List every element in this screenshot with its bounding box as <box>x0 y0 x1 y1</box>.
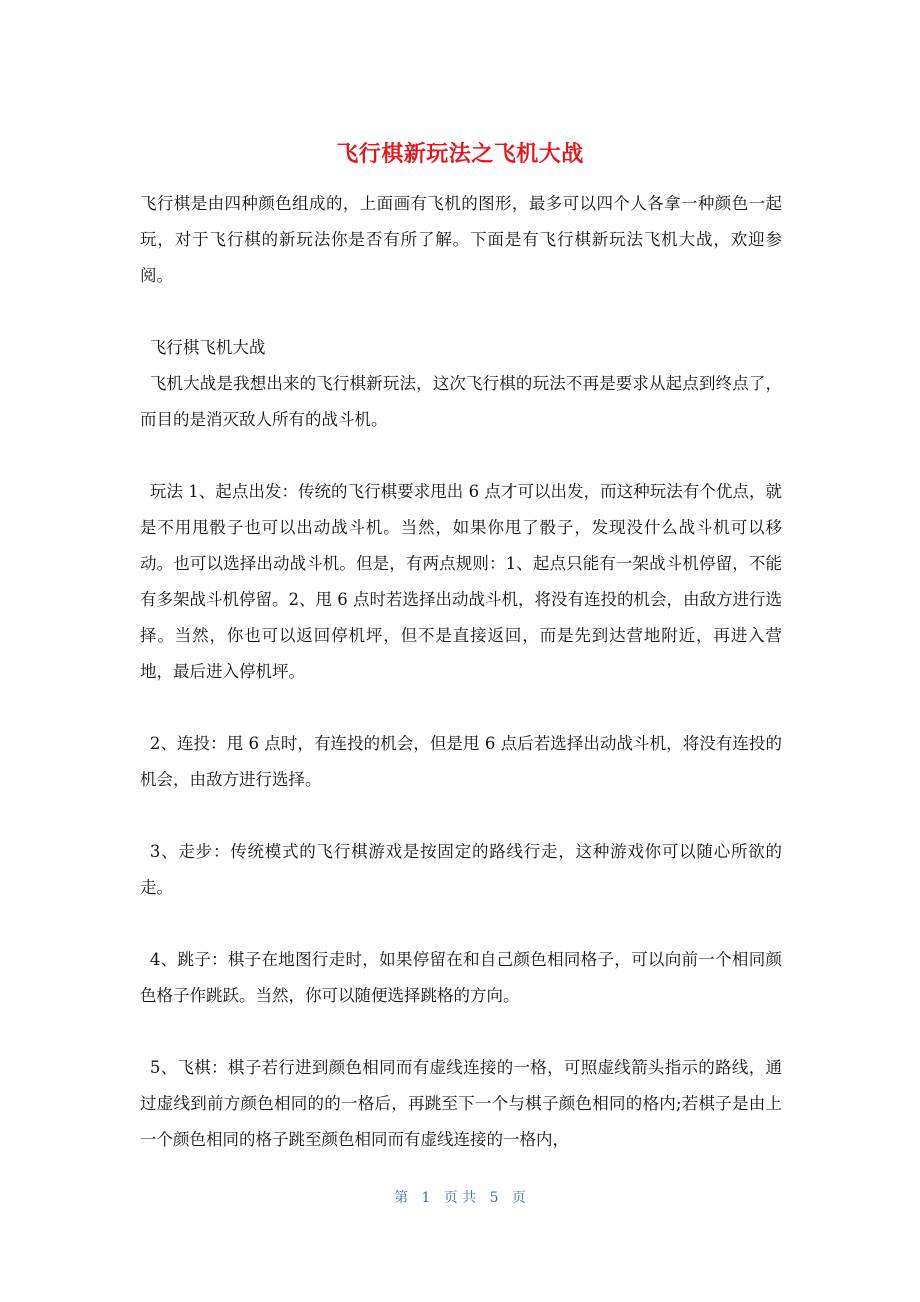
rule-paragraph-2: 2、连投：甩 6 点时，有连投的机会，但是甩 6 点后若选择出动战斗机，将没有连投的机会，由敌方进行选择。 <box>140 734 782 789</box>
paragraph-spacer <box>140 690 782 726</box>
rule-paragraph-5: 5、飞棋：棋子若行进到颜色相同而有虚线连接的一格，可照虚线箭头指示的路线，通过虚线到前方颜色相同的的一格后，再跳至下一个与棋子颜色相同的格内;若棋子是由上一个颜色相同的格子跳至颜色相同而有虚线连接的一格内， <box>140 1058 782 1149</box>
rule-paragraph-1: 玩法 1、起点出发：传统的飞行棋要求甩出 6 点才可以出发，而这种玩法有个优点，就是不用甩骰子也可以出动战斗机。当然，如果你甩了骰子，发现没什么战斗机可以移动。也可以选择出动战斗机。但是，有两点规则：1、起点只能有一架战斗机停留，不能有多架战斗机停留。2、甩 6 点时若选择出动战斗机，将没有连投的机会，由敌方进行选择。当然，你也可以返回停机坪，但不是直接返回，而是先到达营地附近，再进入营地，最后进入停机坪。 <box>140 482 782 681</box>
paragraph-spacer <box>140 906 782 942</box>
paragraph-spacer <box>140 798 782 834</box>
paragraph-spacer <box>140 294 782 330</box>
rule-paragraph-3: 3、走步：传统模式的飞行棋游戏是按固定的路线行走，这种游戏你可以随心所欲的走。 <box>140 842 782 897</box>
rule-paragraph-4: 4、跳子：棋子在地图行走时，如果停留在和自己颜色相同格子，可以向前一个相同颜色格子作跳跃。当然，你可以随便选择跳格的方向。 <box>140 950 782 1005</box>
total-page-count: 5 <box>489 1190 499 1206</box>
current-page-number: 1 <box>421 1190 431 1206</box>
section-heading: 飞行棋飞机大战 <box>149 338 266 357</box>
footer-middle: 页 共 <box>443 1190 477 1206</box>
document-title: 飞行棋新玩法之飞机大战 <box>336 142 584 167</box>
page-footer <box>0 1187 920 1209</box>
paragraph-spacer <box>140 1014 782 1050</box>
paragraph-spacer <box>140 438 782 474</box>
footer-prefix: 第 <box>394 1190 409 1206</box>
concept-paragraph: 飞机大战是我想出来的飞行棋新玩法，这次飞行棋的玩法不再是要求从起点到终点了，而目的是消灭敌人所有的战斗机。 <box>140 374 782 429</box>
intro-paragraph: 飞行棋是由四种颜色组成的，上面画有飞机的图形，最多可以四个人各拿一种颜色一起玩，对于飞行棋的新玩法你是否有所了解。下面是有飞行棋新玩法飞机大战，欢迎参阅。 <box>140 194 782 285</box>
footer-suffix: 页 <box>511 1190 526 1206</box>
document-body <box>140 186 782 1158</box>
